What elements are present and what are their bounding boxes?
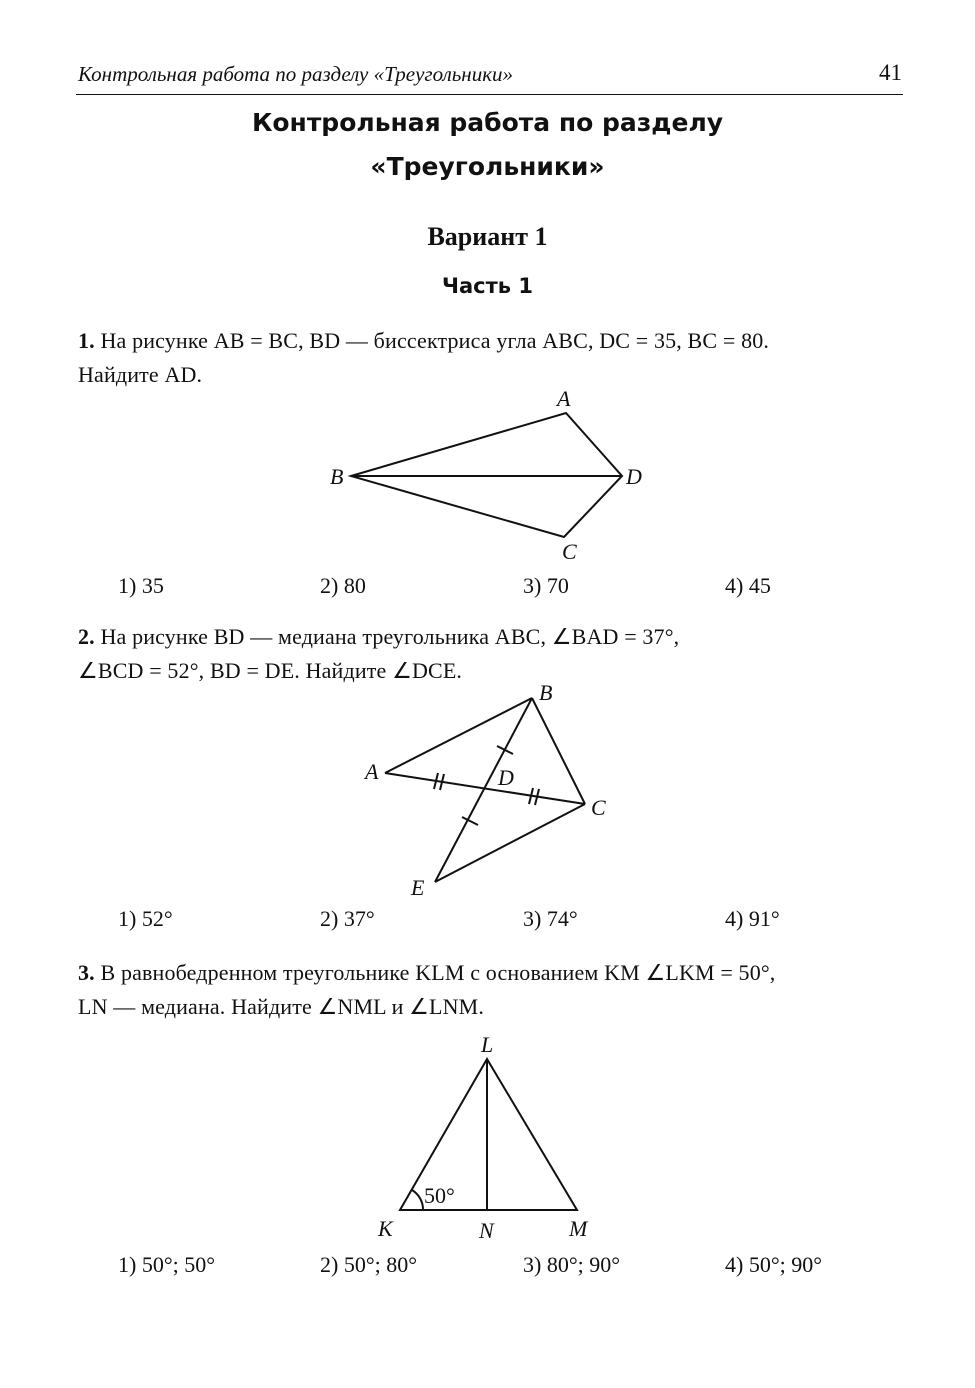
task-2-answer-2[interactable]: 2) 37° — [320, 906, 375, 931]
figure-2-label-d: D — [498, 765, 514, 790]
variant-heading: Вариант 1 — [427, 222, 548, 251]
task-2-answer-3[interactable]: 3) 74° — [523, 906, 578, 931]
task-1-answer-2[interactable]: 2) 80 — [320, 573, 366, 598]
task-2-answers — [118, 906, 938, 936]
task-1-answers — [118, 573, 938, 603]
figure-2-side-ab — [385, 698, 532, 773]
task-1-answer-3[interactable]: 3) 70 — [523, 573, 569, 598]
figure-2-label-b: B — [539, 680, 553, 705]
page-title-line1: Контрольная работа по разделу — [251, 108, 724, 137]
task-2-answer-1[interactable]: 1) 52° — [118, 906, 173, 931]
task-2-answer-4[interactable]: 4) 91° — [725, 906, 780, 931]
figure-2-tick-de — [462, 817, 478, 825]
task-1-answer-1[interactable]: 1) 35 — [118, 573, 164, 598]
task-2-number: 2. — [78, 624, 95, 649]
figure-3-label-k: K — [378, 1216, 393, 1241]
task-3-answer-2[interactable]: 2) 50°; 80° — [320, 1252, 418, 1277]
figure-1-label-c: C — [562, 539, 577, 564]
task-2-text-line1: На рисунке BD — медиана треугольника ABC, ∠BAD = 37°, — [100, 624, 680, 649]
task-3-text-line2: LN — медиана. Найдите ∠NML и ∠LNM. — [78, 994, 485, 1019]
figure-3-label-m: M — [569, 1216, 588, 1241]
task-2 — [78, 620, 908, 688]
page-title-line2: «Треугольники» — [370, 152, 605, 181]
figure-3-angle-label: 50° — [424, 1183, 455, 1208]
figure-2-label-c: C — [591, 795, 606, 820]
task-1-text-line1: На рисунке AB = BC, BD — биссектриса угла ABC, DC = 35, BC = 80. — [100, 328, 770, 353]
task-3 — [78, 956, 908, 1024]
figure-1-label-d: D — [626, 464, 642, 489]
running-header: Контрольная работа по разделу «Треугольники» — [78, 62, 514, 86]
figure-2 — [385, 698, 585, 882]
task-2-text-line2: ∠BCD = 52°, BD = DE. Найдите ∠DCE. — [78, 658, 463, 683]
task-3-text-line1: В равнобедренном треугольнике KLM с основанием KM ∠LKM = 50°, — [100, 960, 776, 985]
figure-2-label-e: E — [411, 875, 425, 900]
task-3-answer-1[interactable]: 1) 50°; 50° — [118, 1252, 216, 1277]
figure-2-side-ec — [435, 804, 585, 882]
figure-1-label-a: A — [557, 386, 571, 411]
figure-3-label-l: L — [481, 1032, 494, 1057]
task-3-answers — [118, 1252, 938, 1282]
task-3-answer-4[interactable]: 4) 50°; 90° — [725, 1252, 823, 1277]
figure-3-angle-arc — [412, 1190, 423, 1210]
figure-1-label-b: B — [330, 464, 344, 489]
figure-2-segment-be — [435, 698, 532, 882]
task-3-answer-3[interactable]: 3) 80°; 90° — [523, 1252, 621, 1277]
figure-3-label-n: N — [479, 1218, 494, 1243]
figure-2-side-bc — [532, 698, 585, 804]
task-1-number: 1. — [78, 328, 95, 353]
task-1-text-line2: Найдите AD. — [78, 362, 203, 387]
part-heading: Часть 1 — [442, 274, 533, 298]
task-1-answer-4[interactable]: 4) 45 — [725, 573, 771, 598]
task-3-number: 3. — [78, 960, 95, 985]
page-number: 41 — [879, 60, 902, 85]
figure-1 — [351, 413, 622, 537]
figure-2-label-a: A — [365, 759, 379, 784]
